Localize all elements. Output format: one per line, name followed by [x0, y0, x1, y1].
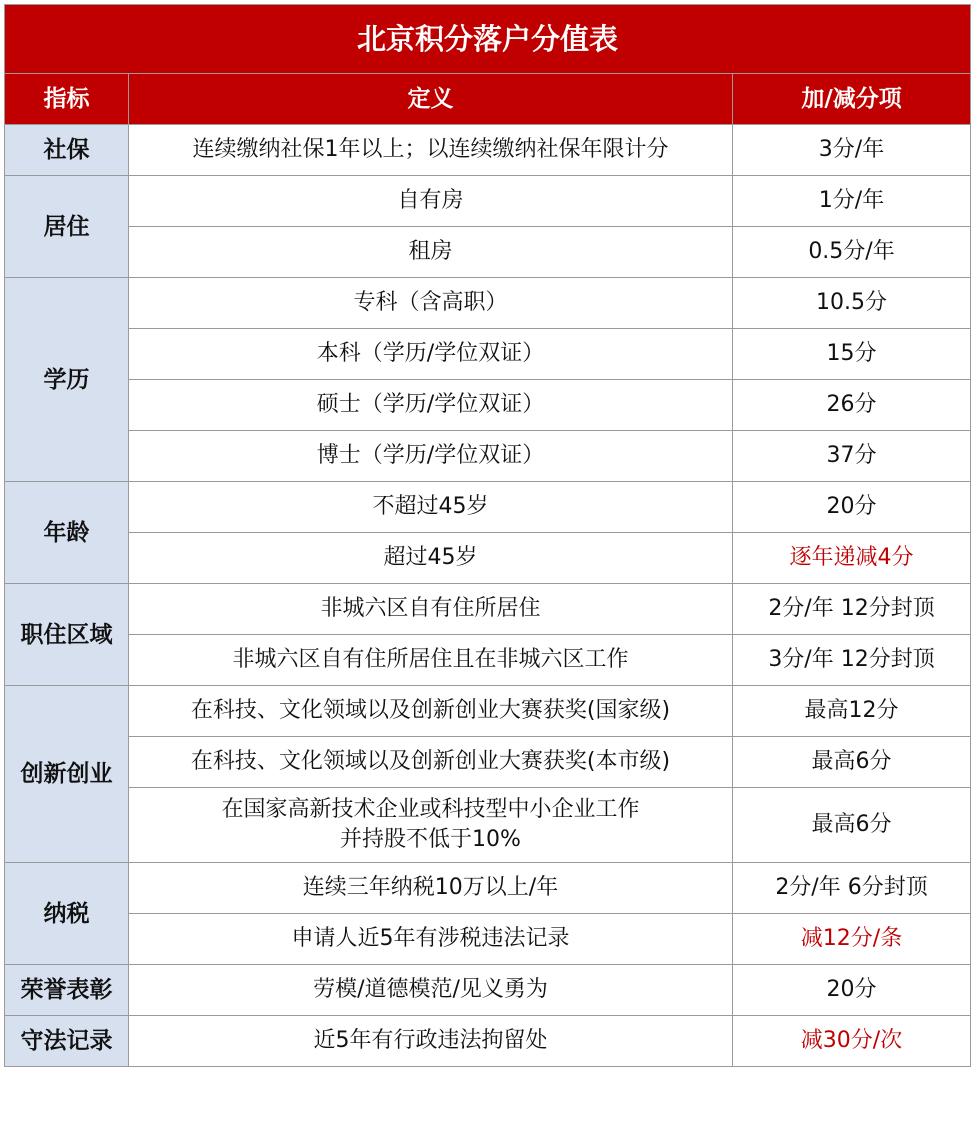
table-row — [5, 278, 971, 329]
points-table — [4, 4, 971, 1067]
points-cell: 1分/年 — [733, 176, 971, 227]
table-row — [5, 863, 971, 914]
points-cell: 最高6分 — [733, 788, 971, 863]
definition-cell: 超过45岁 — [129, 533, 733, 584]
definition-line: 并持股不低于10% — [340, 827, 521, 852]
category-education: 学历 — [5, 278, 129, 482]
table-row — [5, 1016, 971, 1067]
definition-cell: 连续缴纳社保1年以上；以连续缴纳社保年限计分 — [129, 125, 733, 176]
points-cell: 20分 — [733, 965, 971, 1016]
header-indicator: 指标 — [5, 74, 129, 125]
table-row — [5, 380, 971, 431]
points-cell-deduction: 减30分/次 — [733, 1016, 971, 1067]
points-cell: 2分/年 6分封顶 — [733, 863, 971, 914]
points-cell: 20分 — [733, 482, 971, 533]
definition-cell: 非城六区自有住所居住 — [129, 584, 733, 635]
points-cell: 10.5分 — [733, 278, 971, 329]
table-row — [5, 686, 971, 737]
definition-cell — [129, 788, 733, 863]
definition-cell: 专科（含高职） — [129, 278, 733, 329]
definition-cell: 不超过45岁 — [129, 482, 733, 533]
category-age: 年龄 — [5, 482, 129, 584]
definition-cell: 劳模/道德模范/见义勇为 — [129, 965, 733, 1016]
points-cell-deduction: 减12分/条 — [733, 914, 971, 965]
table-row — [5, 176, 971, 227]
definition-cell: 自有房 — [129, 176, 733, 227]
points-cell: 15分 — [733, 329, 971, 380]
category-work-area: 职住区域 — [5, 584, 129, 686]
definition-cell: 近5年有行政违法拘留处 — [129, 1016, 733, 1067]
category-tax: 纳税 — [5, 863, 129, 965]
definition-cell: 在科技、文化领域以及创新创业大赛获奖(本市级) — [129, 737, 733, 788]
category-housing: 居住 — [5, 176, 129, 278]
category-innovation: 创新创业 — [5, 686, 129, 863]
points-cell: 26分 — [733, 380, 971, 431]
points-cell: 3分/年 — [733, 125, 971, 176]
table-row — [5, 737, 971, 788]
points-cell: 0.5分/年 — [733, 227, 971, 278]
table-row — [5, 482, 971, 533]
table-title: 北京积分落户分值表 — [5, 5, 971, 74]
points-cell: 最高12分 — [733, 686, 971, 737]
table-row — [5, 227, 971, 278]
definition-cell: 租房 — [129, 227, 733, 278]
category-social: 社保 — [5, 125, 129, 176]
definition-cell: 硕士（学历/学位双证） — [129, 380, 733, 431]
definition-cell: 连续三年纳税10万以上/年 — [129, 863, 733, 914]
title-row — [5, 5, 971, 74]
points-cell-deduction: 逐年递减4分 — [733, 533, 971, 584]
table-row — [5, 965, 971, 1016]
header-points: 加/减分项 — [733, 74, 971, 125]
table-row — [5, 533, 971, 584]
definition-cell: 在科技、文化领域以及创新创业大赛获奖(国家级) — [129, 686, 733, 737]
points-cell: 37分 — [733, 431, 971, 482]
category-law: 守法记录 — [5, 1016, 129, 1067]
category-honor: 荣誉表彰 — [5, 965, 129, 1016]
definition-cell: 博士（学历/学位双证） — [129, 431, 733, 482]
points-cell: 最高6分 — [733, 737, 971, 788]
definition-cell: 非城六区自有住所居住且在非城六区工作 — [129, 635, 733, 686]
table-row — [5, 788, 971, 863]
definition-line: 在国家高新技术企业或科技型中小企业工作 — [221, 797, 640, 822]
points-cell: 2分/年 12分封顶 — [733, 584, 971, 635]
table-row — [5, 431, 971, 482]
table-row — [5, 584, 971, 635]
header-row — [5, 74, 971, 125]
table-row — [5, 914, 971, 965]
points-cell: 3分/年 12分封顶 — [733, 635, 971, 686]
definition-cell: 申请人近5年有涉税违法记录 — [129, 914, 733, 965]
table-row — [5, 635, 971, 686]
header-definition: 定义 — [129, 74, 733, 125]
definition-cell: 本科（学历/学位双证） — [129, 329, 733, 380]
table-row — [5, 125, 971, 176]
table-row — [5, 329, 971, 380]
